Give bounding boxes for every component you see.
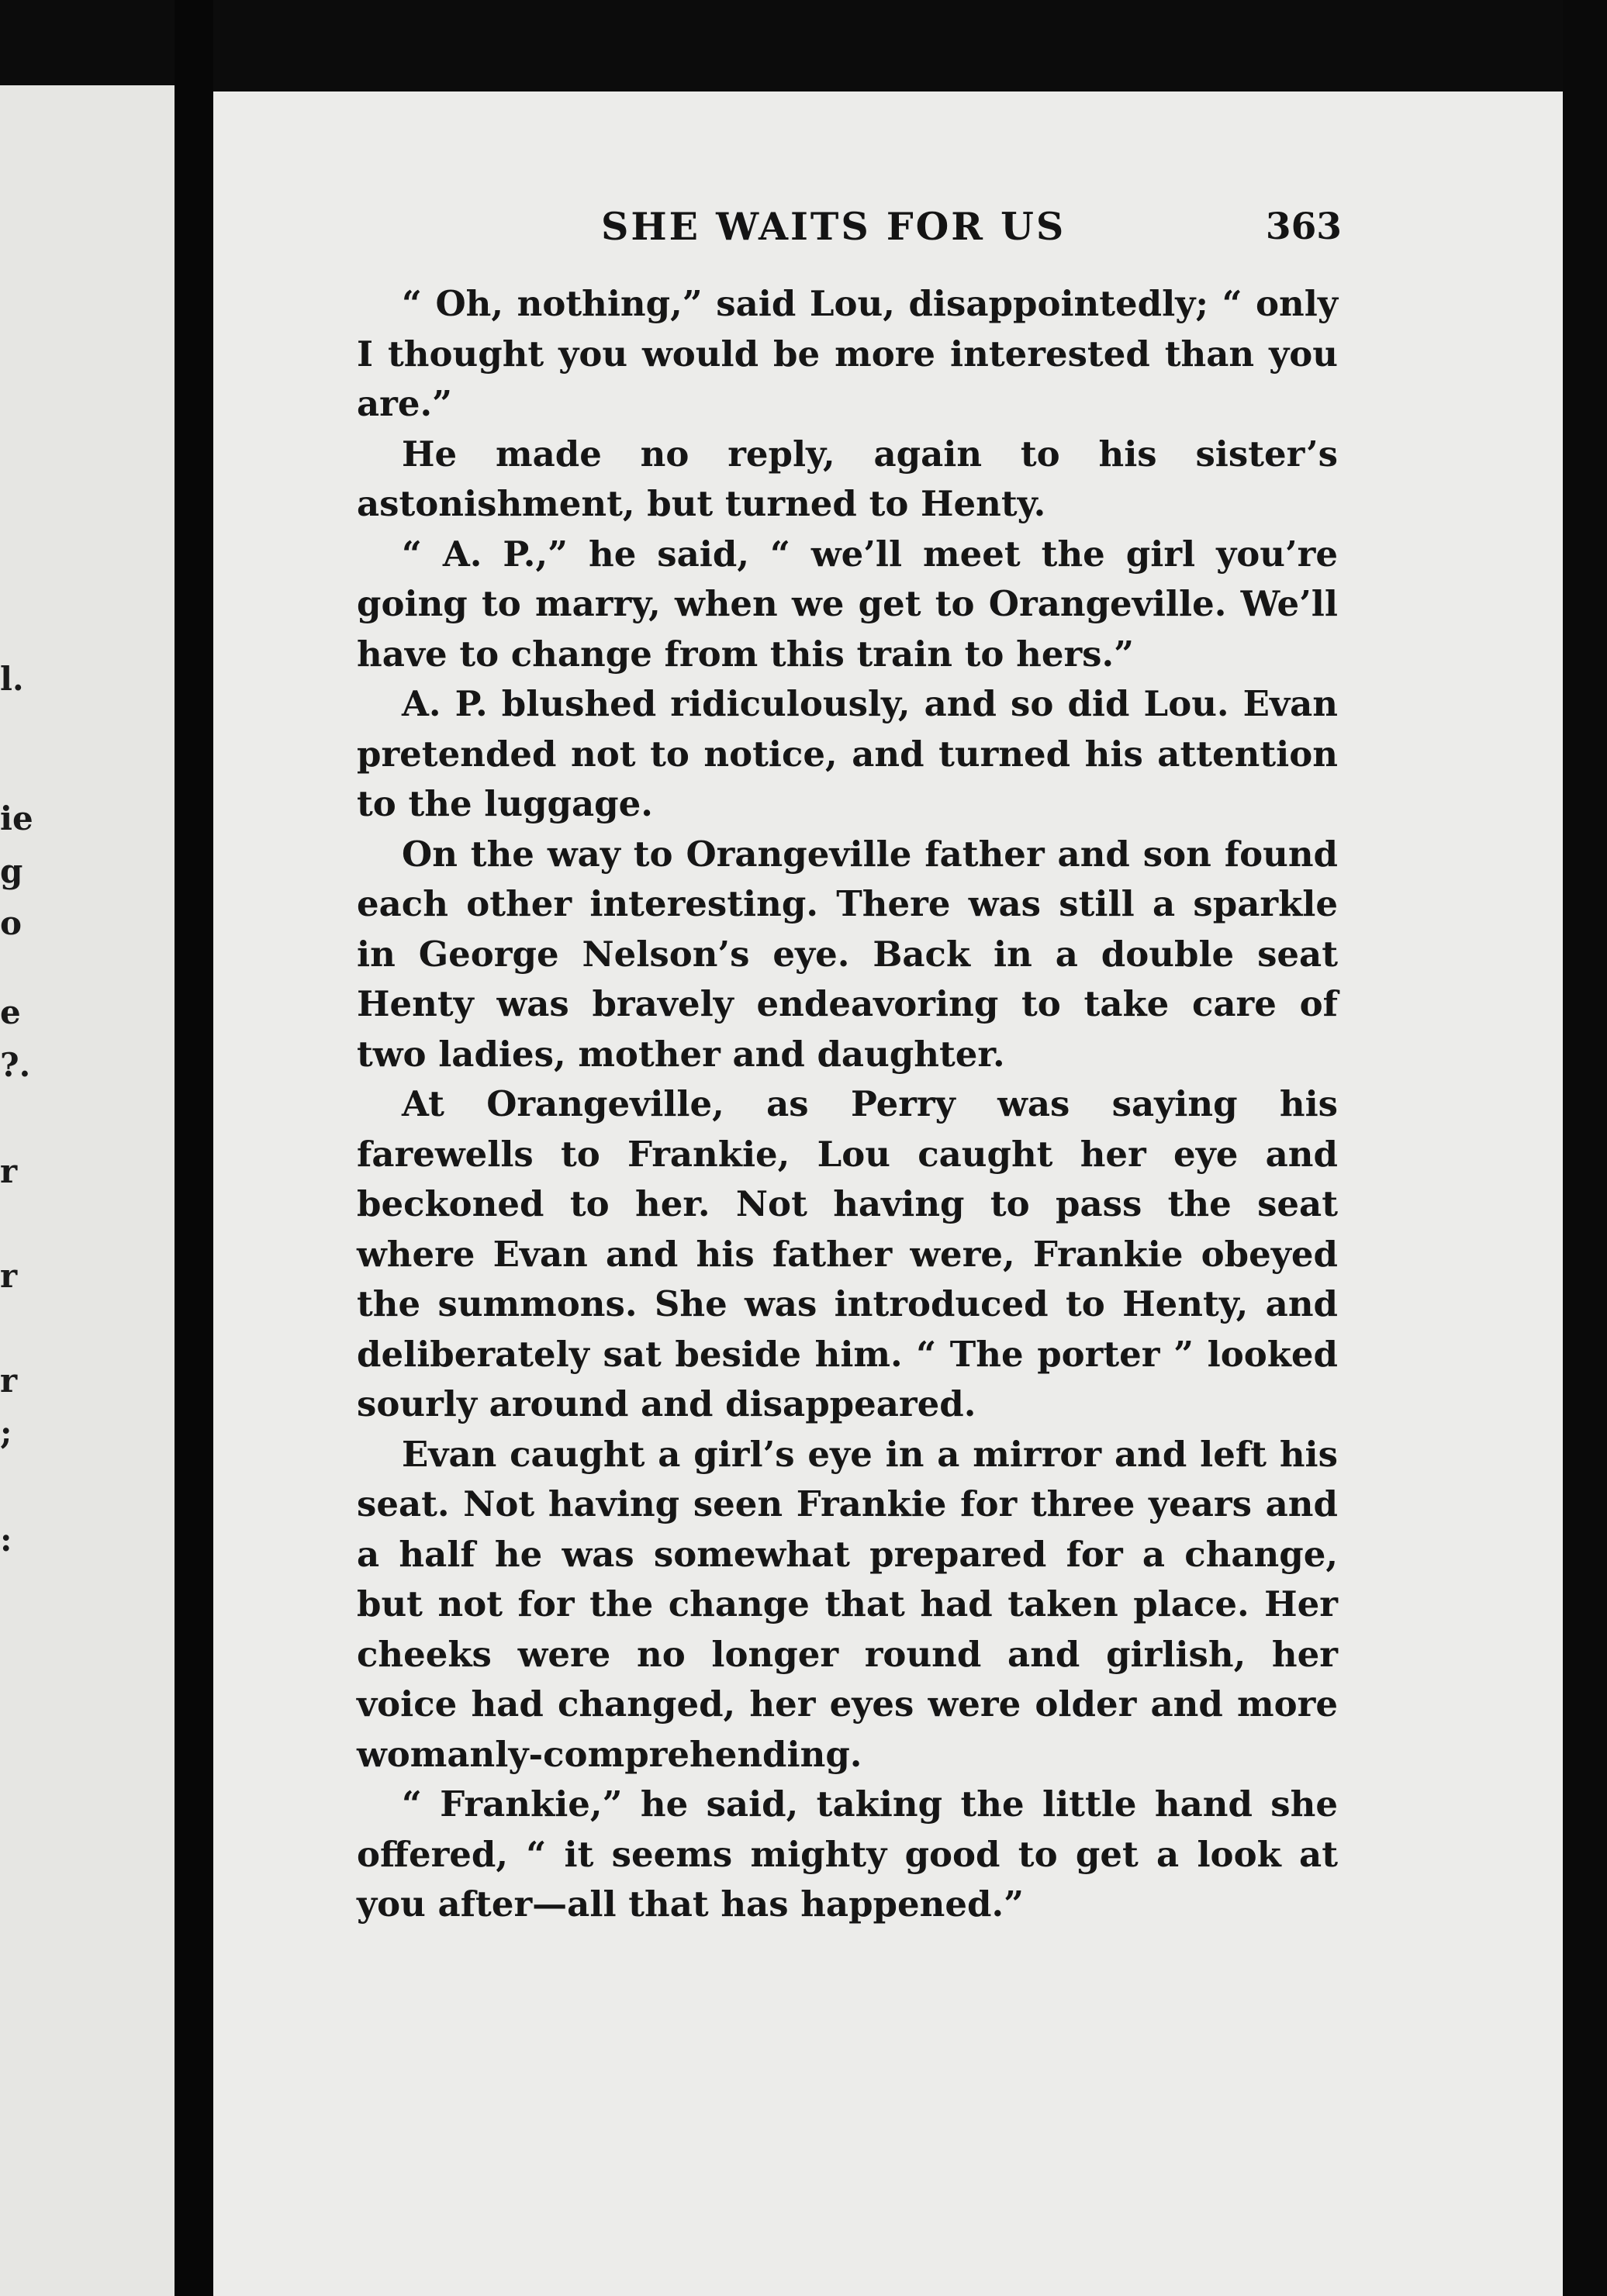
facing-page-fragment: r	[0, 1152, 18, 1190]
facing-page-fragment: r	[0, 1257, 18, 1295]
facing-page-fragment: g	[0, 852, 23, 890]
paragraph: “ Oh, nothing,” said Lou, disappointedly; “ only I thought you would be more interested than you are.”	[357, 283, 1338, 424]
paragraph: A. P. blushed ridiculously, and so did Lou. Evan pretended not to notice, and turned his attention to the luggage.	[357, 683, 1338, 824]
paragraph: He made no reply, again to his sister’s astonishment, but turned to Henty.	[357, 433, 1338, 524]
facing-page-fragment: r	[0, 1362, 18, 1400]
facing-page-fragment: l.	[0, 660, 24, 698]
facing-page-fragment: e	[0, 993, 21, 1031]
scan-border	[1563, 0, 1607, 2296]
page-header	[388, 204, 1342, 250]
facing-page-left	[0, 85, 175, 2296]
facing-page-fragment: ;	[0, 1414, 12, 1452]
paragraph: On the way to Orangeville father and son found each other interesting. There was still a sparkle in George Nelson’s eye. Back in a double seat Henty was bravely endeavoring to take care of two ladies, mother and daughter.	[357, 833, 1338, 1075]
book-spine-gutter	[175, 0, 213, 2296]
paragraph: “ A. P.,” he said, “ we’ll meet the girl you’re going to marry, when we get to Orangeville. We’ll have to change from this train to hers.”	[357, 533, 1338, 675]
running-head: SHE WAITS FOR US	[601, 204, 1066, 249]
facing-page-fragment: :	[0, 1521, 12, 1559]
paragraph: Evan caught a girl’s eye in a mirror and left his seat. Not having seen Frankie for three years and a half he was somewhat prepared for a change, but not for the change that had taken place. Her cheeks were no longer round and girlish, her voice had changed, her eyes were older and more womanly-comprehending.	[357, 1433, 1338, 1775]
page-number: 363	[1265, 205, 1342, 248]
paragraph: At Orangeville, as Perry was saying his farewells to Frankie, Lou caught her eye and beckoned to her. Not having to pass the seat where Evan and his father were, Frankie obeyed the summons. She was introduced to Henty, and deliberately sat beside him. “ The porter ” looked sourly around and disappeared.	[357, 1083, 1338, 1424]
facing-page-fragment: o	[0, 904, 22, 942]
facing-page-fragment: ?.	[0, 1046, 31, 1084]
body-text	[357, 279, 1338, 1930]
paragraph: “ Frankie,” he said, taking the little hand she offered, “ it seems mighty good to get a look at you after—all that has happened.”	[357, 1783, 1338, 1925]
facing-page-fragment: ie	[0, 799, 33, 837]
